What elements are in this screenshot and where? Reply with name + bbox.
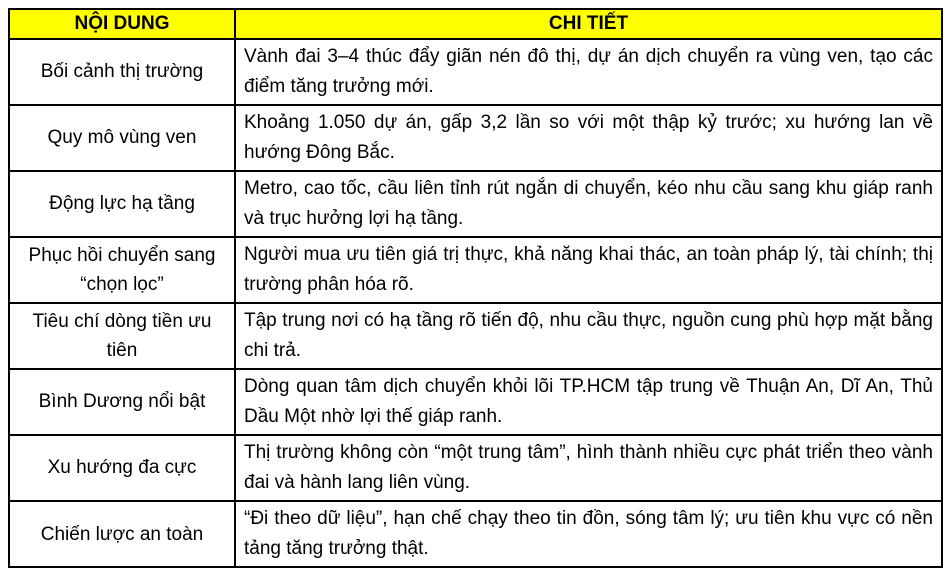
topic-cell: Tiêu chí dòng tiền ưu tiên [9,303,235,369]
table-row [9,105,942,171]
detail-cell: Thị trường không còn “một trung tâm”, hình thành nhiều cực phát triển theo vành đai và hành lang liên vùng. [235,435,942,501]
table-body [9,39,942,567]
detail-cell: Khoảng 1.050 dự án, gấp 3,2 lần so với một thập kỷ trước; xu hướng lan về hướng Đông Bắc. [235,105,942,171]
table-row [9,435,942,501]
table-row [9,369,942,435]
column-header-noi-dung: NỘI DUNG [9,9,235,39]
detail-cell: Tập trung nơi có hạ tầng rõ tiến độ, nhu cầu thực, nguồn cung phù hợp mặt bằng chi trả. [235,303,942,369]
detail-cell: Metro, cao tốc, cầu liên tỉnh rút ngắn di chuyển, kéo nhu cầu sang khu giáp ranh và trục hưởng lợi hạ tầng. [235,171,942,237]
table-row [9,303,942,369]
topic-cell: Quy mô vùng ven [9,105,235,171]
topic-cell: Động lực hạ tầng [9,171,235,237]
detail-cell: Dòng quan tâm dịch chuyển khỏi lõi TP.HCM tập trung về Thuận An, Dĩ An, Thủ Dầu Một nhờ lợi thế giáp ranh. [235,369,942,435]
topic-cell: Bình Dương nổi bật [9,369,235,435]
table-row [9,237,942,303]
table-row [9,501,942,567]
column-header-chi-tiet: CHI TIẾT [235,9,942,39]
detail-cell: Vành đai 3–4 thúc đẩy giãn nén đô thị, dự án dịch chuyển ra vùng ven, tạo các điểm tăng trưởng mới. [235,39,942,105]
detail-cell: “Đi theo dữ liệu”, hạn chế chạy theo tin đồn, sóng tâm lý; ưu tiên khu vực có nền tảng tăng trưởng thật. [235,501,942,567]
topic-cell: Chiến lược an toàn [9,501,235,567]
header-row [9,9,942,39]
detail-cell: Người mua ưu tiên giá trị thực, khả năng khai thác, an toàn pháp lý, tài chính; thị trường phân hóa rõ. [235,237,942,303]
topic-cell: Xu hướng đa cực [9,435,235,501]
topic-cell: Bối cảnh thị trường [9,39,235,105]
table-row [9,39,942,105]
topic-cell: Phục hồi chuyển sang “chọn lọc” [9,237,235,303]
content-table [8,8,943,568]
table-row [9,171,942,237]
